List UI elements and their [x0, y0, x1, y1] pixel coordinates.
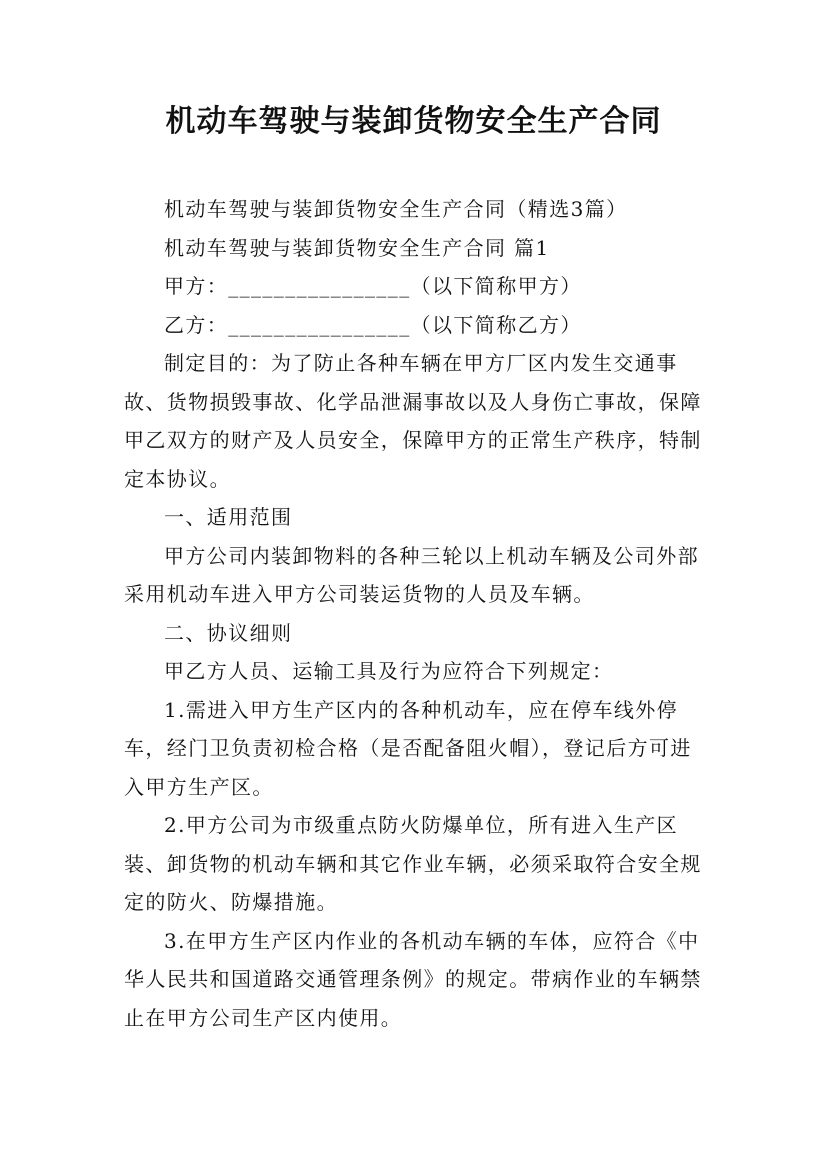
rule-item-1: 1.需进入甲方生产区内的各种机动车，应在停车线外停车，经门卫负责初检合格（是否配备阻火帽），登记后方可进入甲方生产区。 — [124, 697, 692, 799]
purpose-paragraph: 制定目的：为了防止各种车辆在甲方厂区内发生交通事故、货物损毁事故、化学品泄漏事故以及人身伤亡事故，保障甲乙双方的财产及人员安全，保障甲方的正常生产秩序，特制定本协议。 — [124, 351, 702, 491]
rules-intro: 甲乙方人员、运输工具及行为应符合下列规定： — [164, 659, 614, 683]
scope-paragraph: 甲方公司内装卸物料的各种三轮以上机动车辆及公司外部采用机动车进入甲方公司装运货物的人员及车辆。 — [124, 543, 699, 606]
rule-item-3: 3.在甲方生产区内作业的各机动车辆的车体，应符合《中华人民共和国道路交通管理条例》的规定。带病作业的车辆禁止在甲方公司生产区内使用。 — [124, 928, 702, 1030]
paragraph-section-heading: 机动车驾驶与装卸货物安全生产合同 篇1 — [164, 235, 550, 260]
rules-heading: 二、协议细则 — [164, 620, 293, 645]
document-title: 机动车驾驶与装卸货物安全生产合同 — [165, 104, 662, 139]
party-a-line: 甲方：________________（以下简称甲方） — [164, 274, 582, 298]
rule-item-2: 2.甲方公司为市级重点防火防爆单位，所有进入生产区装、卸货物的机动车辆和其它作业车辆，必须采取符合安全规定的防火、防爆措施。 — [124, 813, 702, 914]
paragraph-subtitle: 机动车驾驶与装卸货物安全生产合同（精选3篇） — [164, 197, 628, 221]
party-b-line: 乙方：________________（以下简称乙方） — [164, 312, 582, 337]
scope-heading: 一、适用范围 — [164, 505, 293, 529]
document-body — [124, 190, 710, 1037]
